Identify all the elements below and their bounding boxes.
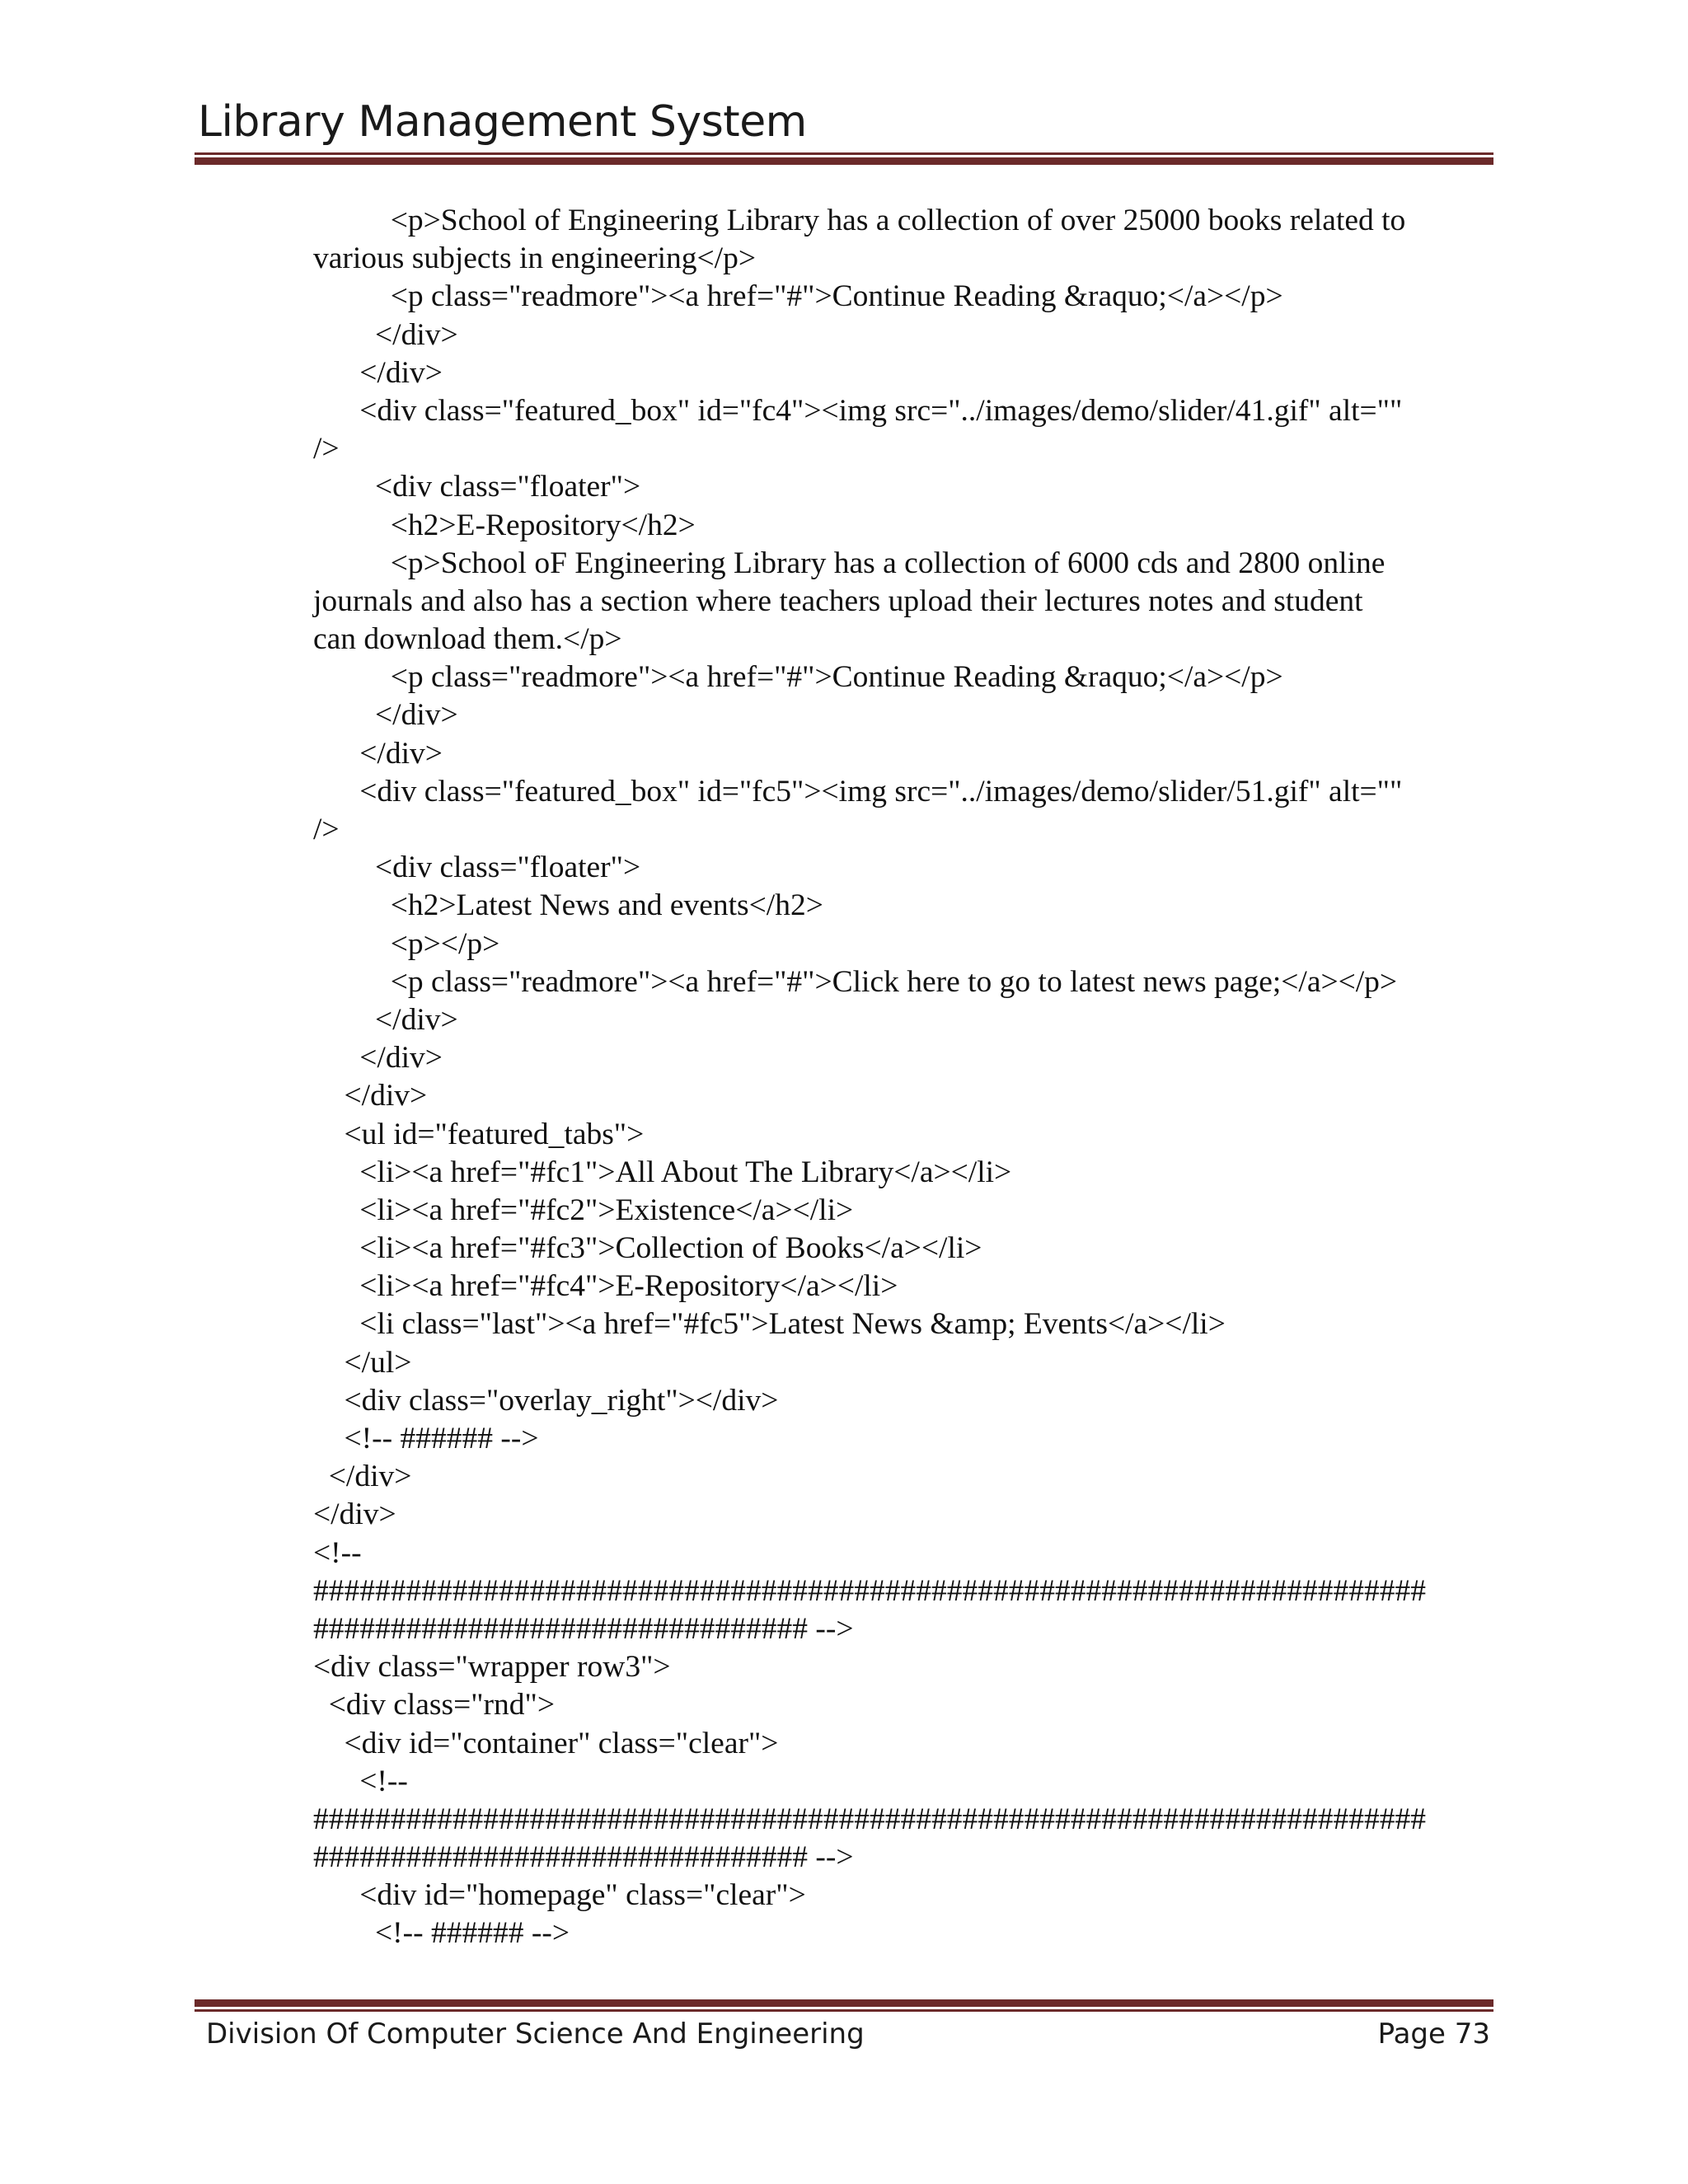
header-rule-thick (195, 157, 1493, 165)
code-line: <p>School oF Engineering Library has a collection of 6000 cds and 2800 online (313, 546, 1386, 580)
code-line: <!-- ###### --> (313, 1916, 570, 1951)
code-line: </div> (313, 736, 443, 771)
code-line: <div id="container" class="clear"> (313, 1726, 779, 1760)
footer-rule-thick (195, 1999, 1493, 2007)
code-line: </div> (313, 1002, 458, 1037)
code-line: journals and also has a section where teachers upload their lectures notes and student (313, 583, 1363, 618)
code-line: <li><a href="#fc4">E-Repository</a></li> (313, 1269, 898, 1304)
code-line: <h2>E-Repository</h2> (313, 508, 696, 542)
code-line: ################################ --> (313, 1611, 854, 1646)
code-line: <ul id="featured_tabs"> (313, 1117, 645, 1151)
code-line: ################################ --> (313, 1840, 854, 1875)
code-line: <div class="floater"> (313, 851, 641, 885)
code-line: <li class="last"><a href="#fc5">Latest News &amp; Events</a></li> (313, 1307, 1226, 1342)
code-line: </div> (313, 1497, 396, 1532)
code-line: ######################################################################## (313, 1573, 1426, 1608)
code-line: <div class="overlay_right"></div> (313, 1383, 779, 1418)
code-line: </div> (313, 1460, 412, 1494)
code-line: </div> (313, 1041, 443, 1076)
code-line: ######################################################################## (313, 1802, 1426, 1836)
code-line: <p>School of Engineering Library has a collection of over 25000 books related to (313, 204, 1406, 237)
code-line: <li><a href="#fc3">Collection of Books</a></li> (313, 1231, 982, 1266)
footer-rule-thin (195, 2009, 1493, 2012)
code-listing (313, 202, 1508, 1953)
code-line: </div> (313, 1079, 428, 1113)
code-line: /> (313, 813, 340, 846)
code-line: <p></p> (313, 926, 500, 961)
code-line: </div> (313, 317, 458, 352)
code-line: <div class="rnd"> (313, 1688, 555, 1722)
code-line: can download them.</p> (313, 622, 622, 657)
footer-page-number: Page 73 (1377, 2018, 1490, 2050)
code-line: <div class="featured_box" id="fc5"><img src="../images/demo/slider/51.gif" alt="" (313, 774, 1403, 808)
code-line: <div class="wrapper row3"> (313, 1650, 671, 1685)
code-line: <p class="readmore"><a href="#">Continue Reading &raquo;</a></p> (313, 660, 1283, 695)
code-line: <p class="readmore"><a href="#">Continue Reading &raquo;</a></p> (313, 279, 1283, 314)
code-line: <div class="floater"> (313, 470, 641, 504)
code-line: <!-- ###### --> (313, 1422, 539, 1455)
code-line: <div id="homepage" class="clear"> (313, 1878, 806, 1913)
header-rule-thin (195, 152, 1493, 155)
footer-division: Division Of Computer Science And Engineering (206, 2018, 865, 2050)
code-line: /> (313, 432, 340, 466)
code-line: <div class="featured_box" id="fc4"><img src="../images/demo/slider/41.gif" alt="" (313, 393, 1403, 428)
page-header-title: Library Management System (198, 97, 807, 147)
code-line: </div> (313, 355, 443, 390)
code-line: <li><a href="#fc1">All About The Library</a></li> (313, 1155, 1012, 1189)
code-line: <p class="readmore"><a href="#">Click here to go to latest news page;</a></p> (313, 964, 1398, 999)
code-line: <!-- (313, 1764, 408, 1798)
code-line: </div> (313, 698, 458, 733)
code-line: <!-- (313, 1535, 362, 1570)
code-line: <li><a href="#fc2">Existence</a></li> (313, 1193, 854, 1227)
code-line: various subjects in engineering</p> (313, 241, 756, 276)
code-line: </ul> (313, 1345, 412, 1380)
code-line: <h2>Latest News and events</h2> (313, 888, 823, 923)
